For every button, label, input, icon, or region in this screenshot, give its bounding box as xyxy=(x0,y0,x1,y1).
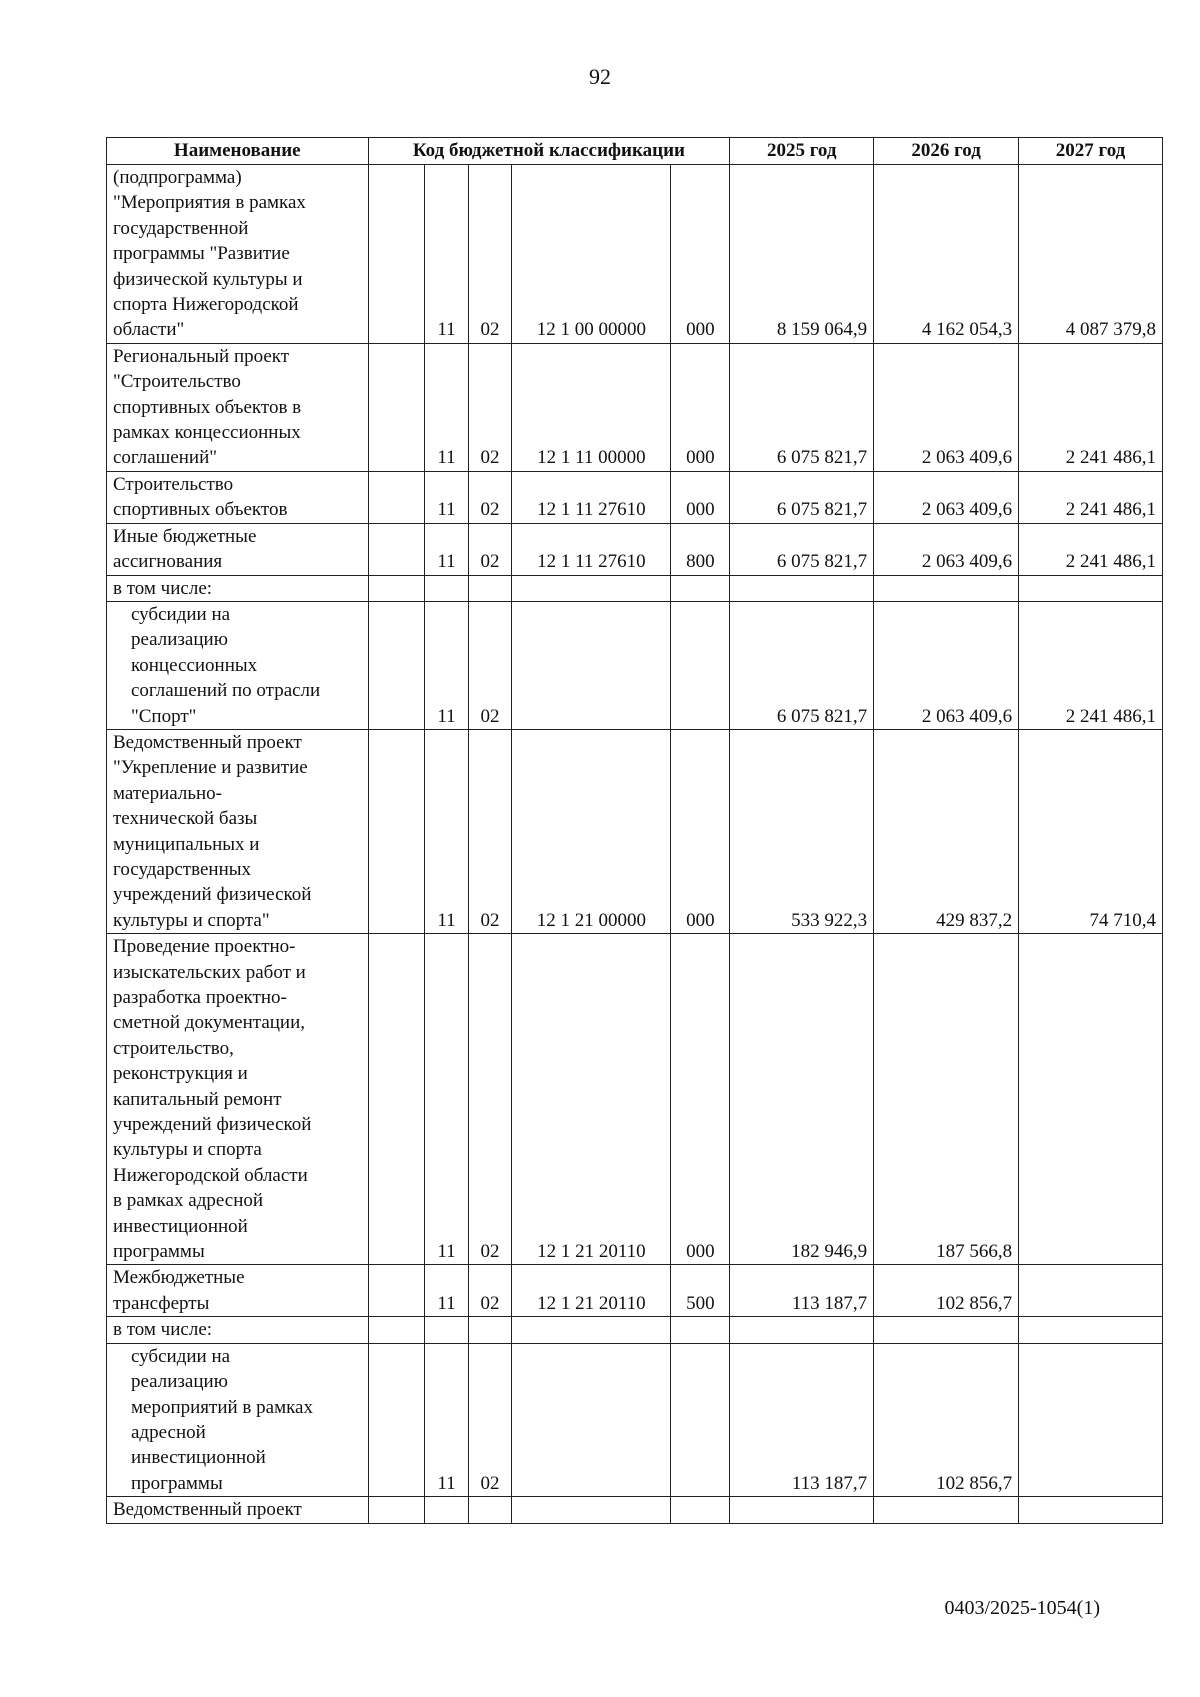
cell-name: субсидии на реализацию мероприятий в рамках адресной инвестиционной программы xyxy=(107,1343,369,1496)
cell-2026: 2 063 409,6 xyxy=(874,601,1019,729)
cell-code-expense-type: 000 xyxy=(671,471,730,523)
cell-code-1 xyxy=(368,471,425,523)
cell-code-subsection xyxy=(468,1317,512,1343)
cell-code-expense-type xyxy=(671,575,730,601)
cell-2027: 2 241 486,1 xyxy=(1019,471,1163,523)
header-name: Наименование xyxy=(107,138,369,165)
table-row xyxy=(107,165,1163,344)
cell-code-section: 11 xyxy=(425,1343,469,1496)
cell-code-expense-type: 000 xyxy=(671,729,730,933)
cell-2025: 6 075 821,7 xyxy=(730,523,874,575)
table-row xyxy=(107,601,1163,729)
cell-code-section: 11 xyxy=(425,601,469,729)
cell-code-target: 12 1 11 27610 xyxy=(512,523,671,575)
cell-2027: 2 241 486,1 xyxy=(1019,523,1163,575)
cell-2025: 6 075 821,7 xyxy=(730,471,874,523)
cell-2027 xyxy=(1019,575,1163,601)
cell-2026: 102 856,7 xyxy=(874,1343,1019,1496)
cell-2026: 2 063 409,6 xyxy=(874,523,1019,575)
header-code: Код бюджетной классификации xyxy=(368,138,730,165)
cell-2026: 2 063 409,6 xyxy=(874,343,1019,471)
cell-code-subsection xyxy=(468,575,512,601)
cell-2025 xyxy=(730,575,874,601)
cell-code-target: 12 1 21 20110 xyxy=(512,934,671,1265)
cell-code-target xyxy=(512,1317,671,1343)
cell-2026: 429 837,2 xyxy=(874,729,1019,933)
cell-code-subsection: 02 xyxy=(468,1343,512,1496)
cell-code-section: 11 xyxy=(425,1265,469,1317)
cell-code-section: 11 xyxy=(425,729,469,933)
cell-code-1 xyxy=(368,1497,425,1523)
cell-code-target xyxy=(512,575,671,601)
cell-code-subsection: 02 xyxy=(468,343,512,471)
cell-name: Ведомственный проект xyxy=(107,1497,369,1523)
cell-code-section: 11 xyxy=(425,934,469,1265)
cell-2025: 6 075 821,7 xyxy=(730,601,874,729)
cell-2027 xyxy=(1019,1497,1163,1523)
table-row xyxy=(107,1265,1163,1317)
cell-code-section: 11 xyxy=(425,471,469,523)
cell-code-expense-type xyxy=(671,1497,730,1523)
cell-code-1 xyxy=(368,729,425,933)
cell-2025: 113 187,7 xyxy=(730,1343,874,1496)
cell-code-expense-type: 500 xyxy=(671,1265,730,1317)
cell-code-1 xyxy=(368,523,425,575)
cell-code-section: 11 xyxy=(425,343,469,471)
cell-code-1 xyxy=(368,934,425,1265)
cell-code-subsection: 02 xyxy=(468,1265,512,1317)
header-2027: 2027 год xyxy=(1019,138,1163,165)
cell-code-target xyxy=(512,1343,671,1496)
cell-code-1 xyxy=(368,343,425,471)
cell-code-1 xyxy=(368,601,425,729)
cell-2025: 182 946,9 xyxy=(730,934,874,1265)
cell-name: (подпрограмма) "Мероприятия в рамках государственной программы "Развитие физической культуры и спорта Нижегородской области" xyxy=(107,165,369,344)
table-row xyxy=(107,575,1163,601)
cell-2025: 533 922,3 xyxy=(730,729,874,933)
cell-code-subsection: 02 xyxy=(468,601,512,729)
cell-code-target: 12 1 11 27610 xyxy=(512,471,671,523)
cell-2026: 2 063 409,6 xyxy=(874,471,1019,523)
cell-code-section xyxy=(425,1497,469,1523)
document-code: 0403/2025-1054(1) xyxy=(944,1597,1100,1619)
cell-code-subsection: 02 xyxy=(468,471,512,523)
cell-2025: 113 187,7 xyxy=(730,1265,874,1317)
cell-code-1 xyxy=(368,1265,425,1317)
cell-code-1 xyxy=(368,1317,425,1343)
cell-code-target: 12 1 21 00000 xyxy=(512,729,671,933)
cell-2027 xyxy=(1019,1265,1163,1317)
cell-code-target: 12 1 11 00000 xyxy=(512,343,671,471)
cell-code-subsection: 02 xyxy=(468,729,512,933)
table-row xyxy=(107,1497,1163,1523)
cell-code-1 xyxy=(368,165,425,344)
table-row xyxy=(107,523,1163,575)
cell-2025 xyxy=(730,1317,874,1343)
cell-2027: 4 087 379,8 xyxy=(1019,165,1163,344)
table-row xyxy=(107,729,1163,933)
cell-code-target: 12 1 21 20110 xyxy=(512,1265,671,1317)
cell-name: в том числе: xyxy=(107,575,369,601)
cell-name: Строительство спортивных объектов xyxy=(107,471,369,523)
cell-code-target xyxy=(512,1497,671,1523)
cell-2025: 8 159 064,9 xyxy=(730,165,874,344)
cell-2026 xyxy=(874,1497,1019,1523)
cell-code-expense-type: 800 xyxy=(671,523,730,575)
budget-table xyxy=(106,137,1163,1524)
cell-2027: 2 241 486,1 xyxy=(1019,343,1163,471)
cell-2025 xyxy=(730,1497,874,1523)
cell-2026: 4 162 054,3 xyxy=(874,165,1019,344)
table-row xyxy=(107,934,1163,1265)
cell-2026 xyxy=(874,575,1019,601)
cell-code-1 xyxy=(368,575,425,601)
cell-code-expense-type xyxy=(671,601,730,729)
cell-code-subsection: 02 xyxy=(468,165,512,344)
cell-code-1 xyxy=(368,1343,425,1496)
cell-2027 xyxy=(1019,934,1163,1265)
cell-code-expense-type xyxy=(671,1343,730,1496)
cell-2027 xyxy=(1019,1317,1163,1343)
cell-code-subsection xyxy=(468,1497,512,1523)
header-2025: 2025 год xyxy=(730,138,874,165)
cell-2027: 74 710,4 xyxy=(1019,729,1163,933)
cell-code-section xyxy=(425,575,469,601)
cell-code-expense-type: 000 xyxy=(671,343,730,471)
cell-code-section xyxy=(425,1317,469,1343)
table-row xyxy=(107,1343,1163,1496)
cell-name: Ведомственный проект "Укрепление и развитие материально- технической базы муниципальных и государственных учреждений физической культуры и спорта" xyxy=(107,729,369,933)
cell-code-target: 12 1 00 00000 xyxy=(512,165,671,344)
cell-2026: 187 566,8 xyxy=(874,934,1019,1265)
cell-name: в том числе: xyxy=(107,1317,369,1343)
cell-code-expense-type: 000 xyxy=(671,934,730,1265)
table-body xyxy=(107,165,1163,1524)
cell-code-section: 11 xyxy=(425,523,469,575)
page-number: 92 xyxy=(589,64,611,89)
cell-name: Региональный проект "Строительство спортивных объектов в рамках концессионных соглашений" xyxy=(107,343,369,471)
cell-2027: 2 241 486,1 xyxy=(1019,601,1163,729)
cell-code-section: 11 xyxy=(425,165,469,344)
cell-code-expense-type: 000 xyxy=(671,165,730,344)
cell-name: Проведение проектно- изыскательских работ и разработка проектно- сметной документации, строительство, реконструкция и капитальный ремонт учреждений физической культуры и спорта Нижегородской области в рамках адресной инвестиционной программы xyxy=(107,934,369,1265)
table-row xyxy=(107,471,1163,523)
table-row xyxy=(107,1317,1163,1343)
header-2026: 2026 год xyxy=(874,138,1019,165)
cell-code-target xyxy=(512,601,671,729)
cell-name: Иные бюджетные ассигнования xyxy=(107,523,369,575)
table-row xyxy=(107,343,1163,471)
cell-name: субсидии на реализацию концессионных соглашений по отрасли "Спорт" xyxy=(107,601,369,729)
cell-code-subsection: 02 xyxy=(468,934,512,1265)
cell-2027 xyxy=(1019,1343,1163,1496)
cell-2025: 6 075 821,7 xyxy=(730,343,874,471)
cell-2026 xyxy=(874,1317,1019,1343)
cell-code-subsection: 02 xyxy=(468,523,512,575)
cell-code-expense-type xyxy=(671,1317,730,1343)
cell-2026: 102 856,7 xyxy=(874,1265,1019,1317)
cell-name: Межбюджетные трансферты xyxy=(107,1265,369,1317)
table-header-row xyxy=(107,138,1163,165)
